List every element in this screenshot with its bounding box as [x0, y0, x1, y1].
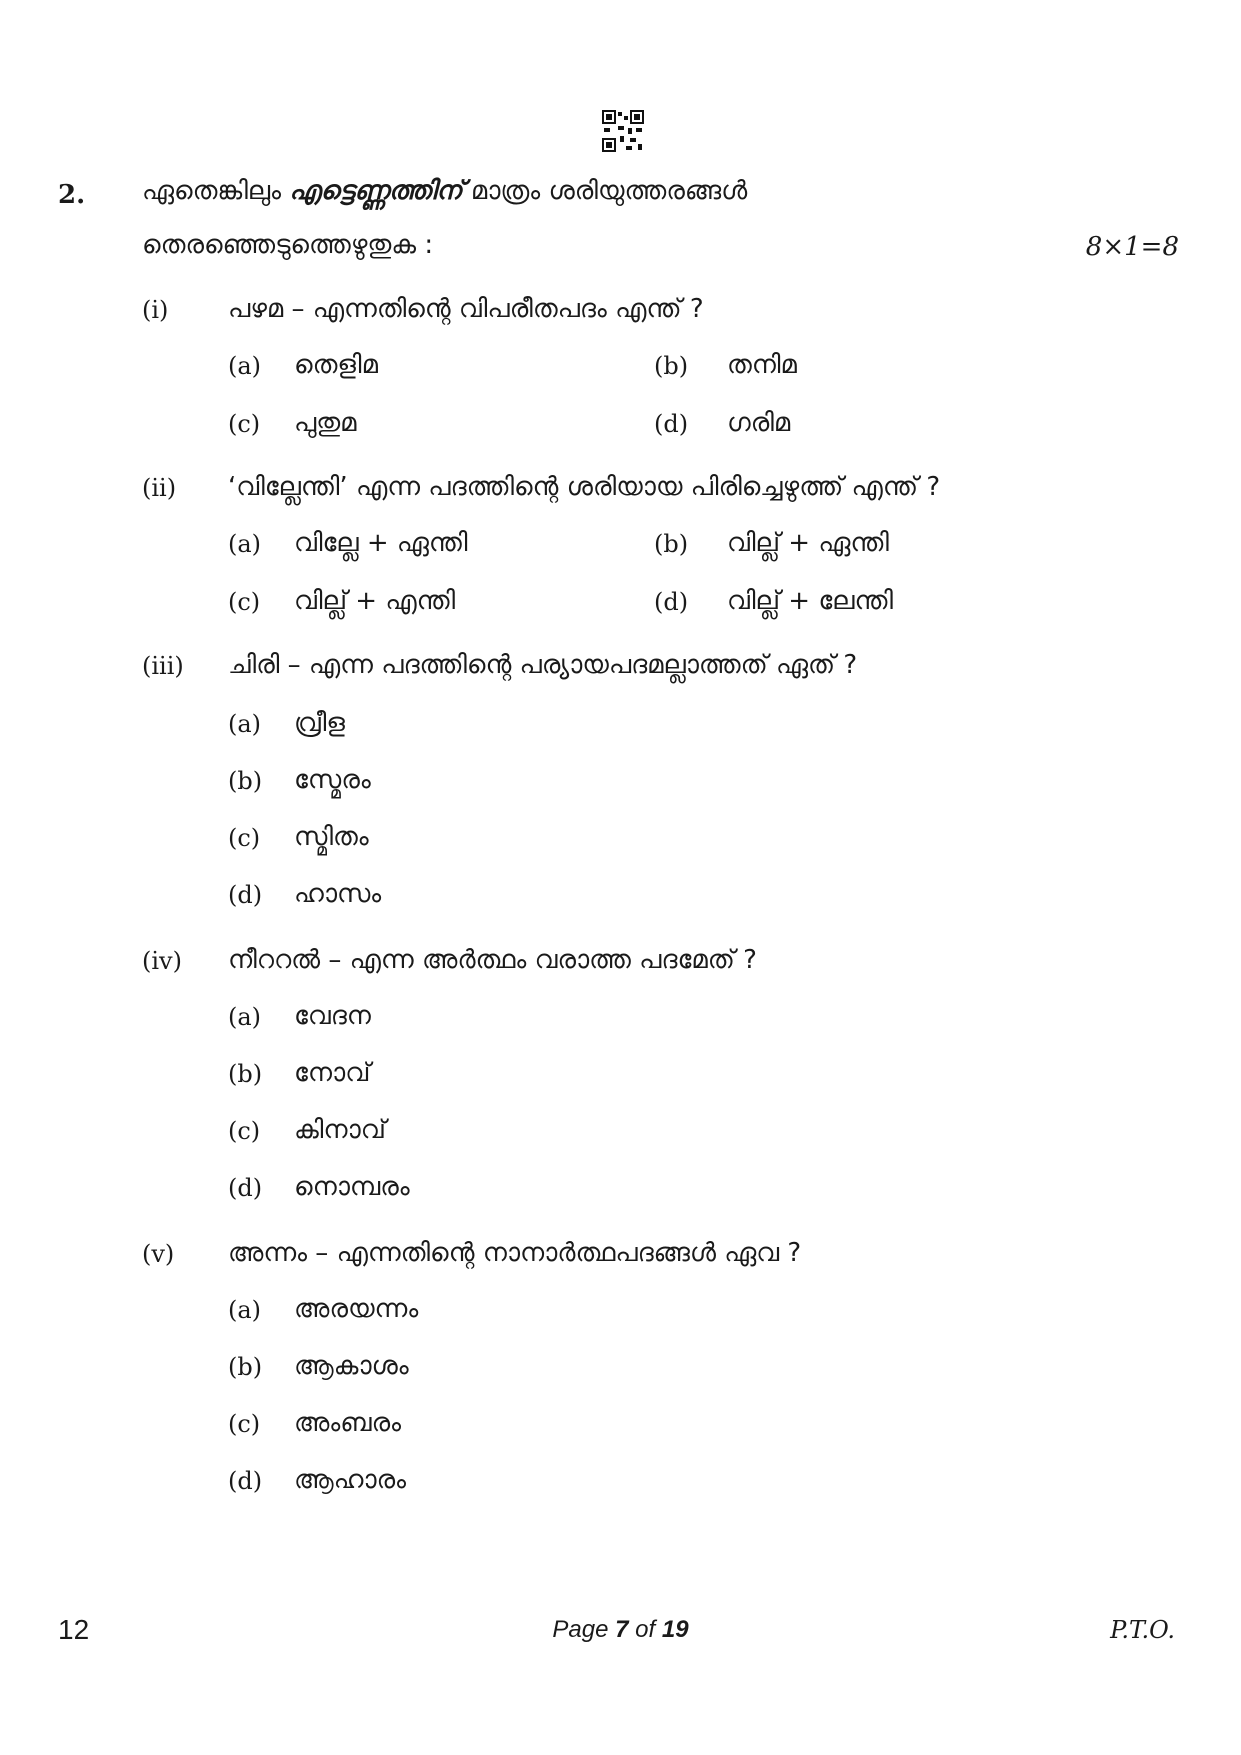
item-text: ചിരി – എന്ന പദത്തിന്റെ പര്യായപദമല്ലാത്തത് ഏത് ? — [228, 650, 858, 680]
option-label: (a) — [228, 352, 262, 380]
option-label: (a) — [228, 530, 262, 558]
question-instruction: ഏതെങ്കിലും എട്ടെണ്ണത്തിന് മാത്രം ശരിയുത്തരങ്ങൾ — [142, 176, 748, 206]
option-text: വില്ല് + എന്തി — [294, 586, 456, 616]
pto-label: P.T.O. — [1110, 1616, 1175, 1644]
item-label: (i) — [142, 296, 169, 324]
option-text: ആഹാരം — [294, 1465, 407, 1495]
page-indicator: Page 7 of 19 — [552, 1616, 689, 1643]
option-label: (c) — [228, 824, 261, 852]
question-number: 2. — [58, 180, 86, 210]
option-text: വേദന — [294, 1001, 371, 1031]
option-text: സ്മേരം — [294, 765, 371, 795]
option-text: അംബരം — [294, 1408, 402, 1438]
option-label: (d) — [228, 1174, 263, 1202]
item-text: അന്നം – എന്നതിന്റെ നാനാർത്ഥപദങ്ങൾ ഏവ ? — [228, 1238, 802, 1268]
option-label: (d) — [654, 588, 689, 616]
option-label: (b) — [228, 767, 263, 795]
option-label: (c) — [228, 588, 261, 616]
option-label: (b) — [654, 352, 689, 380]
option-text: തെളിമ — [294, 350, 378, 380]
question-instruction-line2: തെരഞ്ഞെടുത്തെഴുതുക : — [142, 230, 434, 260]
option-label: (c) — [228, 1410, 261, 1438]
option-text: തനിമ — [727, 350, 797, 380]
option-label: (c) — [228, 410, 261, 438]
option-text: ഹാസം — [294, 879, 382, 909]
option-text: വ്രീള — [294, 708, 345, 738]
option-text: വില്ല് + ലേന്തി — [727, 586, 894, 616]
option-label: (d) — [228, 1467, 263, 1495]
option-text: ഗരിമ — [727, 408, 791, 438]
option-label: (b) — [228, 1353, 263, 1381]
option-text: വില്ലേ + ഏന്തി — [294, 528, 468, 558]
option-label: (b) — [228, 1060, 263, 1088]
option-label: (b) — [654, 530, 689, 558]
option-label: (a) — [228, 1296, 262, 1324]
item-label: (iii) — [142, 652, 184, 680]
option-label: (c) — [228, 1117, 261, 1145]
option-text: നോവ് — [294, 1058, 371, 1088]
item-label: (v) — [142, 1240, 175, 1268]
item-text: ‘വില്ലേന്തി’ എന്ന പദത്തിന്റെ ശരിയായ പിരിച്ചെഴുത്ത് എന്ത് ? — [228, 472, 941, 502]
marks-allocation: 8×1=8 — [1085, 232, 1179, 262]
item-label: (iv) — [142, 947, 182, 975]
option-label: (d) — [654, 410, 689, 438]
option-text: കിനാവ് — [294, 1115, 386, 1145]
option-label: (a) — [228, 710, 262, 738]
item-text: പഴമ – എന്നതിന്റെ വിപരീതപദം എന്ത് ? — [228, 294, 704, 324]
option-text: വില്ല് + ഏന്തി — [727, 528, 889, 558]
option-text: സ്മിതം — [294, 822, 369, 852]
item-label: (ii) — [142, 474, 177, 502]
paper-code: 12 — [58, 1614, 90, 1645]
option-label: (d) — [228, 881, 263, 909]
option-text: പുതുമ — [294, 408, 357, 438]
option-text: ആകാശം — [294, 1351, 409, 1381]
option-text: നൊമ്പരം — [294, 1172, 410, 1202]
option-label: (a) — [228, 1003, 262, 1031]
option-text: അരയന്നം — [294, 1294, 419, 1324]
qr-code — [602, 110, 644, 152]
item-text: നീററൽ – എന്ന അർത്ഥം വരാത്ത പദമേത് ? — [228, 945, 757, 975]
